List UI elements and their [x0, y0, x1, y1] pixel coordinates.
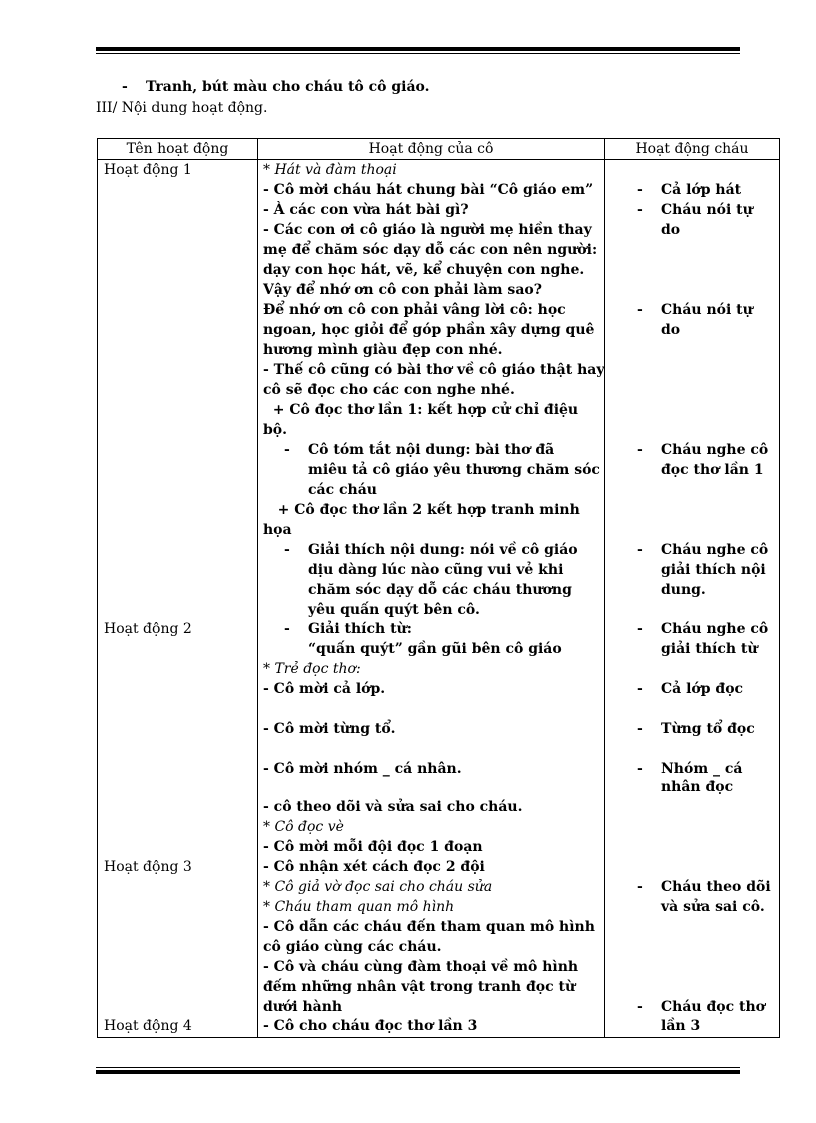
- teacher-line: Vậy để nhớ ơn cô con phải làm sao?: [263, 282, 542, 298]
- activity-table: [97, 138, 780, 1038]
- teacher-line: - À các con vừa hát bài gì?: [263, 202, 469, 218]
- teacher-line: * Cô đọc vè: [263, 819, 344, 835]
- child-line: giải thích từ: [661, 641, 758, 657]
- teacher-line: + Cô đọc thơ lần 2 kết hợp tranh minh: [263, 502, 580, 518]
- footer-rule-thick: [96, 1070, 740, 1074]
- teacher-line: - Cô nhận xét cách đọc 2 đội: [263, 859, 485, 875]
- child-line: Cháu nghe cô: [661, 542, 769, 558]
- teacher-line: họa: [263, 522, 292, 538]
- section-heading: III/ Nội dung hoạt động.: [96, 100, 268, 116]
- teacher-line: - Cô và cháu cùng đàm thoại về mô hình: [263, 959, 579, 975]
- teacher-line: * Hát và đàm thoại: [263, 162, 397, 178]
- child-bullet: -: [637, 442, 643, 458]
- child-bullet: -: [637, 721, 643, 737]
- materials-bullet: -: [122, 79, 128, 95]
- teacher-line: dạy con học hát, vẽ, kể chuyện con nghe.: [263, 262, 585, 278]
- table-header-row: [98, 139, 780, 160]
- teacher-line: - Cô mời nhóm _ cá nhân.: [263, 761, 462, 777]
- teacher-line: các cháu: [308, 482, 377, 498]
- header-activity-name: Tên hoạt động: [98, 139, 258, 160]
- child-line: Cả lớp hát: [661, 182, 742, 198]
- teacher-line: - Cô mời từng tổ.: [263, 721, 396, 737]
- child-line: do: [661, 322, 681, 338]
- child-line: Cháu theo dõi: [661, 879, 771, 895]
- teacher-line: - Thế cô cũng có bài thơ về cô giáo thật hay: [263, 362, 605, 378]
- child-line: dung.: [661, 582, 706, 598]
- teacher-line: đếm những nhân vật trong tranh đọc từ: [263, 979, 576, 995]
- teacher-line: - Cô mời cháu hát chung bài “Cô giáo em”: [263, 182, 594, 198]
- child-bullet: -: [637, 621, 643, 637]
- teacher-line: - cô theo dõi và sửa sai cho cháu.: [263, 799, 523, 815]
- header-rule-thin: [96, 53, 740, 54]
- teacher-activity-column: [258, 160, 605, 1038]
- child-line: Cháu nghe cô: [661, 442, 769, 458]
- child-bullet: -: [637, 202, 643, 218]
- teacher-line: miêu tả cô giáo yêu thương chăm sóc: [308, 462, 600, 478]
- teacher-line: - Các con ơi cô giáo là người mẹ hiền thay: [263, 222, 592, 238]
- header-rule-thick: [96, 47, 740, 51]
- teacher-line: * Trẻ đọc thơ:: [263, 661, 361, 677]
- activity-3-label: Hoạt động 3: [104, 859, 192, 875]
- child-line: nhân đọc: [661, 779, 734, 795]
- teacher-line: cô giáo cùng các cháu.: [263, 939, 442, 955]
- child-line: Cả lớp đọc: [661, 681, 744, 697]
- teacher-line: - Cô cho cháu đọc thơ lần 3: [263, 1018, 478, 1034]
- teacher-line: * Cháu tham quan mô hình: [263, 899, 455, 915]
- child-bullet: -: [637, 302, 643, 318]
- teacher-line: Giải thích từ:: [308, 621, 412, 637]
- teacher-line: chăm sóc dạy dỗ các cháu thương: [308, 582, 572, 598]
- child-line: Cháu nói tự: [661, 202, 753, 218]
- teacher-line: * Cô giả vờ đọc sai cho cháu sửa: [263, 879, 493, 895]
- child-line: Cháu nghe cô: [661, 621, 769, 637]
- footer-rule-thin: [96, 1067, 740, 1068]
- child-line: do: [661, 222, 681, 238]
- teacher-line: Cô tóm tắt nội dung: bài thơ đã: [308, 442, 555, 458]
- materials-line: [122, 77, 430, 97]
- sub-bullet: -: [284, 542, 290, 558]
- child-line: lần 3: [661, 1018, 701, 1034]
- sub-bullet: -: [284, 621, 290, 637]
- teacher-line: - Cô mời cả lớp.: [263, 681, 386, 697]
- child-line: Cháu đọc thơ: [661, 999, 765, 1015]
- child-bullet: -: [637, 681, 643, 697]
- teacher-line: - Cô dẫn các cháu đến tham quan mô hình: [263, 919, 595, 935]
- teacher-line: Để nhớ ơn cô con phải vâng lời cô: học: [263, 302, 566, 318]
- child-bullet: -: [637, 182, 643, 198]
- child-activity-column: [605, 160, 780, 1038]
- teacher-line: yêu quấn quýt bên cô.: [308, 602, 480, 618]
- child-line: Nhóm _ cá: [661, 761, 743, 777]
- activity-4-label: Hoạt động 4: [104, 1018, 192, 1034]
- child-line: và sửa sai cô.: [661, 899, 765, 915]
- teacher-line: hương mình giàu đẹp con nhé.: [263, 342, 503, 358]
- child-bullet: -: [637, 879, 643, 895]
- teacher-line: dưới hành: [263, 999, 343, 1015]
- teacher-line: “quấn quýt” gần gũi bên cô giáo: [308, 641, 562, 657]
- teacher-line: ngoan, học giỏi để góp phần xây dựng quê: [263, 322, 595, 338]
- sub-bullet: -: [284, 442, 290, 458]
- teacher-line: - Cô mời mỗi đội đọc 1 đoạn: [263, 839, 483, 855]
- teacher-line: Giải thích nội dung: nói về cô giáo: [308, 542, 578, 558]
- child-line: Cháu nói tự: [661, 302, 753, 318]
- activity-1-label: Hoạt động 1: [104, 162, 192, 178]
- teacher-line: + Cô đọc thơ lần 1: kết hợp cử chỉ điệu: [263, 402, 579, 418]
- child-line: giải thích nội: [661, 562, 766, 578]
- child-bullet: -: [637, 999, 643, 1015]
- header-child-activity: Hoạt động cháu: [605, 139, 780, 160]
- child-bullet: -: [637, 542, 643, 558]
- child-bullet: -: [637, 761, 643, 777]
- child-line: Từng tổ đọc: [661, 721, 755, 737]
- teacher-line: bộ.: [263, 422, 288, 438]
- table-row: [98, 160, 780, 1038]
- teacher-line: cô sẽ đọc cho các con nghe nhé.: [263, 382, 515, 398]
- child-line: đọc thơ lần 1: [661, 462, 764, 478]
- header-teacher-activity: Hoạt động của cô: [258, 139, 605, 160]
- teacher-line: mẹ để chăm sóc dạy dỗ các con nên người:: [263, 242, 598, 258]
- activity-2-label: Hoạt động 2: [104, 621, 192, 637]
- teacher-line: dịu dàng lúc nào cũng vui vẻ khi: [308, 562, 564, 578]
- activity-name-column: [98, 160, 258, 1038]
- materials-text: Tranh, bút màu cho cháu tô cô giáo.: [146, 79, 430, 95]
